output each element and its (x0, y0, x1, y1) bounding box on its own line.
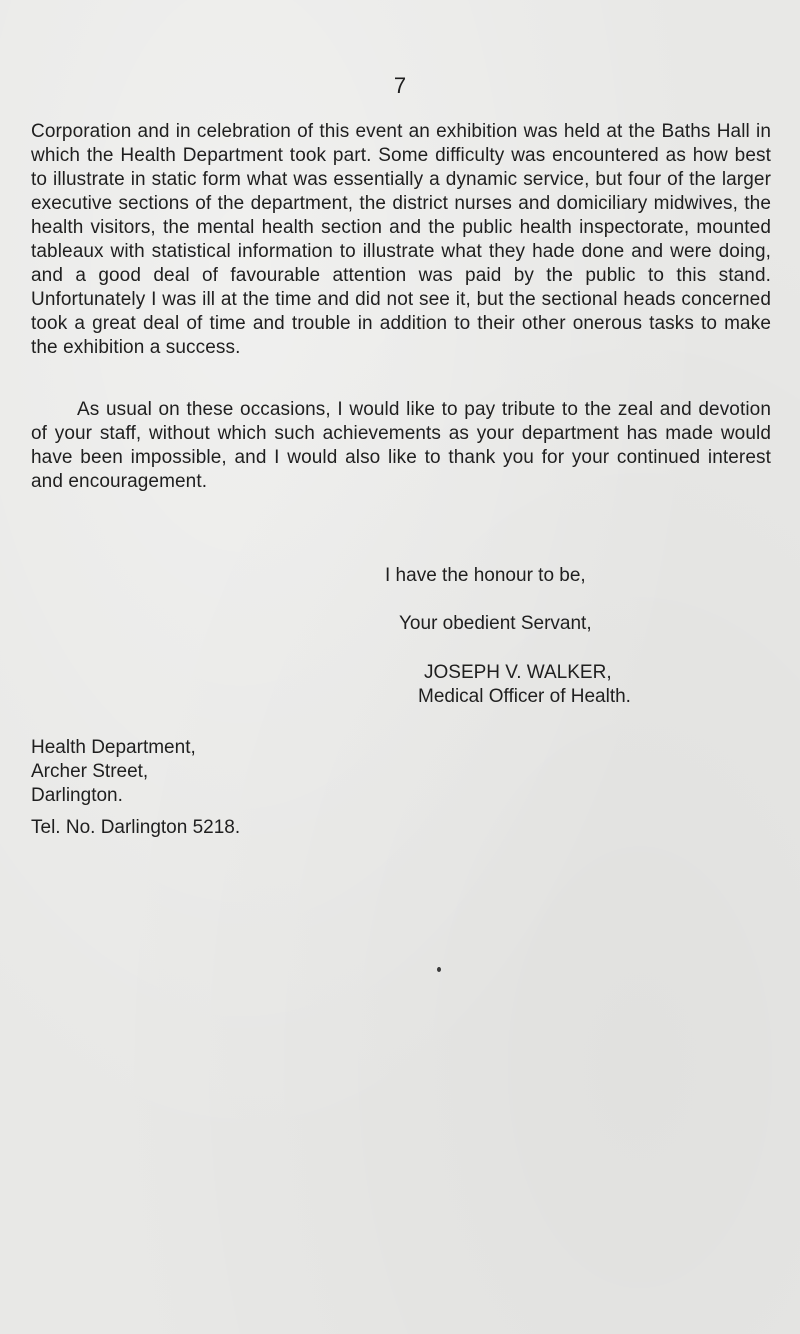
address-line-department: Health Department, (31, 737, 196, 758)
page-number: 7 (393, 73, 407, 98)
closing-salutation: I have the honour to be, (385, 565, 586, 586)
body-paragraph-tribute: As usual on these occasions, I would like to pay tribute to the zeal and devotion of your staff, without which such achievements as your department has made would have been impossible, and I would also like to thank you for your continued interest and encouragement. (31, 399, 771, 492)
signatory-title: Medical Officer of Health. (418, 686, 631, 707)
telephone-number: Tel. No. Darlington 5218. (31, 817, 241, 838)
body-paragraph-exhibition: Corporation and in celebration of this event an exhibition was held at the Baths Hall in which the Health Department took part. Some difficulty was encountered as how best to illustrate in static form what was essentially a dynamic service, but four of the larger executive sections of the department, the district nurses and domiciliary midwives, the health visitors, the mental health section and the public health inspectorate, mounted tableaux with statistical information to illustrate what they hade done and were doing, and a good deal of favourable attention was paid by the public to this stand. Unfortunately I was ill at the time and did not see it, but the sectional heads concerned took a great deal of time and trouble in addition to their other onerous tasks to make the exhibition a success. (31, 121, 771, 358)
signatory-name: JOSEPH V. WALKER, (424, 662, 612, 683)
paper-speck (437, 967, 441, 972)
obedient-servant-line: Your obedient Servant, (399, 613, 592, 634)
address-line-town: Darlington. (31, 785, 123, 806)
address-line-street: Archer Street, (31, 761, 149, 782)
